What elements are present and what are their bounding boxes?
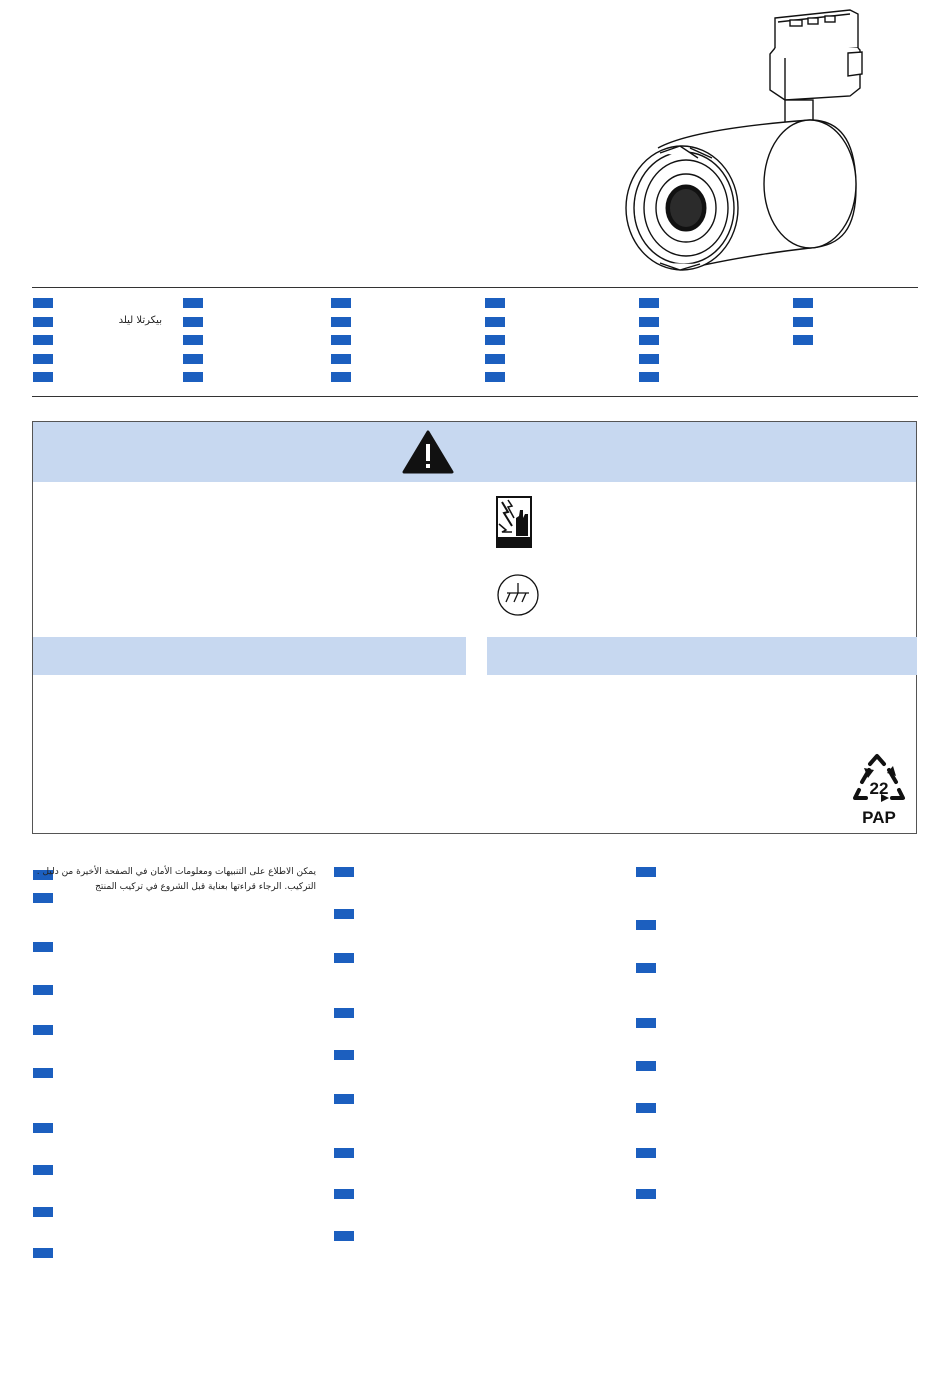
language-tag (636, 1148, 656, 1158)
language-tag (793, 298, 813, 308)
language-tag (334, 1094, 354, 1104)
language-tag (639, 317, 659, 327)
language-tag (334, 1148, 354, 1158)
language-tag (183, 372, 203, 382)
language-tag (334, 1231, 354, 1241)
language-tag (331, 372, 351, 382)
arabic-language-label: بيكرتلا ليلد (118, 315, 162, 326)
ground-earth-icon (495, 573, 541, 617)
language-tag (334, 909, 354, 919)
language-tag (636, 1018, 656, 1028)
language-tag (33, 1068, 53, 1078)
language-tag (793, 335, 813, 345)
language-tag (636, 867, 656, 877)
subheader-band-left (33, 637, 466, 675)
language-tag (639, 298, 659, 308)
language-tag (331, 317, 351, 327)
language-tag (636, 1189, 656, 1199)
language-tag (33, 985, 53, 995)
language-tag (639, 354, 659, 364)
arabic-note-line-2: التركيب. الرجاء قراءتها بعناية قبل الشروع في تركيب المنتج (95, 882, 316, 892)
language-tag (33, 1123, 53, 1133)
language-tag (33, 372, 53, 382)
language-tag (33, 1207, 53, 1217)
language-tag (485, 372, 505, 382)
language-tag (334, 867, 354, 877)
language-tag (639, 335, 659, 345)
electric-shock-hand-icon (496, 496, 532, 548)
language-tag (183, 335, 203, 345)
language-tag (33, 298, 53, 308)
language-tag (793, 317, 813, 327)
language-tag (639, 372, 659, 382)
language-tag (33, 1165, 53, 1175)
language-tag (33, 893, 53, 903)
language-tag (636, 963, 656, 973)
language-tag (485, 317, 505, 327)
subheader-band-right (487, 637, 917, 675)
warning-triangle-icon (401, 429, 455, 475)
recycle-material-code: PAP (862, 808, 896, 827)
language-tag (33, 1248, 53, 1258)
product-illustration (620, 8, 870, 278)
language-tag (33, 942, 53, 952)
language-tag (485, 335, 505, 345)
top-divider (32, 287, 918, 288)
language-tag (33, 335, 53, 345)
language-tag (33, 1025, 53, 1035)
language-tag (183, 354, 203, 364)
warning-header-band (33, 422, 916, 482)
language-tag (331, 335, 351, 345)
language-tag (485, 298, 505, 308)
language-tag (334, 1189, 354, 1199)
language-tag (636, 920, 656, 930)
language-tag (334, 953, 354, 963)
language-tag (183, 298, 203, 308)
language-tag (33, 317, 53, 327)
language-tag (636, 1061, 656, 1071)
arabic-note-line-1: يمكن الاطلاع على التنبيهات ومعلومات الأمان في الصفحة الأخيرة من دليل . (36, 867, 316, 877)
language-tag (485, 354, 505, 364)
language-tag (334, 1050, 354, 1060)
language-tag (331, 298, 351, 308)
language-tag (331, 354, 351, 364)
language-tag (636, 1103, 656, 1113)
recycle-number: 22 (869, 779, 889, 798)
language-tag (334, 1008, 354, 1018)
grid-bottom-divider (32, 396, 918, 397)
language-tag (183, 317, 203, 327)
safety-warning-box (32, 421, 917, 834)
language-tag (33, 354, 53, 364)
